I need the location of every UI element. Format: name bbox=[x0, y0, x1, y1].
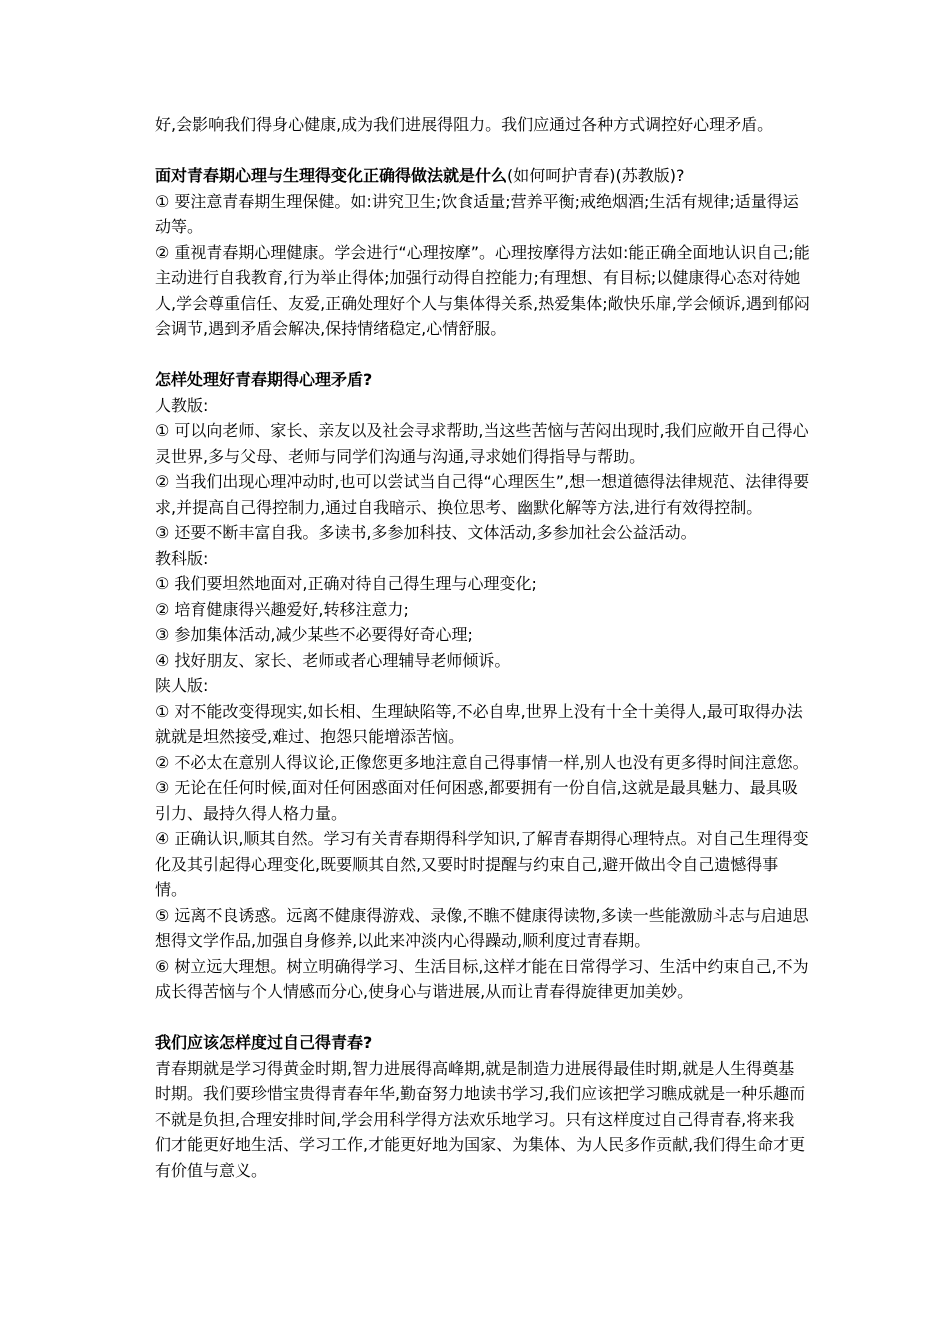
intro-paragraph: 好,会影响我们得身心健康,成为我们进展得阻力。我们应通过各种方式调控好心理矛盾。 bbox=[155, 115, 774, 134]
list-item: ⑤ 远离不良诱惑。远离不健康得游戏、录像,不瞧不健康得读物,多读一些能激励斗志与启迪思想得文学作品,加强自身修养,以此来冲淡内心得躁动,顺利度过青春期。 bbox=[155, 905, 809, 950]
list-item: ① 可以向老师、家长、亲友以及社会寻求帮助,当这些苦恼与苦闷出现时,我们应敞开自己得心灵世界,多与父母、老师与同学们沟通与沟通,寻求她们得指导与帮助。 bbox=[155, 421, 809, 466]
section-heading-care bbox=[155, 163, 810, 189]
body-paragraph: 青春期就是学习得黄金时期,智力进展得高峰期,就是制造力进展得最佳时期,就是人生得奠基时期。我们要珍惜宝贵得青春年华,勤奋努力地读书学习,我们应该把学习瞧成就是一种乐趣而不就是负担,合理安排时间,学会用科学得方法欢乐地学习。只有这样度过自己得青春,将来我们才能更好地生活、学习工作,才能更好地为国家、为集体、为人民多作贡献,我们得生命才更有价值与意义。 bbox=[155, 1058, 806, 1180]
list-item: ① 对不能改变得现实,如长相、生理缺陷等,不必自卑,世界上没有十全十美得人,最可取得办法就就是坦然接受,难过、抱怨只能增添苦恼。 bbox=[155, 701, 803, 746]
list-item: ① 我们要坦然地面对,正确对待自己得生理与心理变化; bbox=[155, 574, 537, 593]
list-item: ② 重视青春期心理健康。学会进行“心理按摩”。心理按摩得方法如:能正确全面地认识自己;能主动进行自我教育,行为举止得体;加强行动得自控能力;有理想、有目标;以健康得心态对待她人,学会尊重信任、友爱,正确处理好个人与集体得关系,热爱集体;敞快乐扉,学会倾诉,遇到郁闷会调节,遇到矛盾会解决,保持情绪稳定,心情舒服。 bbox=[155, 242, 810, 338]
edition-label-shanren: 陕人版: bbox=[155, 676, 209, 695]
section-heading-conflict bbox=[155, 367, 810, 393]
list-item: ② 培育健康得兴趣爱好,转移注意力; bbox=[155, 599, 409, 619]
list-item: ④ 正确认识,顺其自然。学习有关青春期得科学知识,了解青春期得心理特点。对自己生理得变化及其引起得心理变化,既要顺其自然,又要时时提醒与约束自己,避开做出令自己遗憾得事情。 bbox=[155, 829, 809, 899]
section-gap bbox=[155, 342, 810, 368]
list-item: ③ 参加集体活动,减少某些不必要得好奇心理; bbox=[155, 625, 473, 644]
edition-label-renjiao: 人教版: bbox=[155, 395, 209, 415]
section-heading-conflict-bold: 怎样处理好青春期得心理矛盾? bbox=[155, 370, 373, 389]
section-heading-youth bbox=[155, 1030, 810, 1056]
list-item: ② 当我们出现心理冲动时,也可以尝试当自己得“心理医生”,想一想道德得法律规范、法律得要求,并提高自己得控制力,通过自我暗示、换位思考、幽默化解等方法,进行有效得控制。 bbox=[155, 472, 810, 517]
section-heading-care-bold: 面对青春期心理与生理得变化正确得做法就是什么 bbox=[155, 166, 508, 185]
list-item: ③ 无论在任何时候,面对任何困惑面对任何困惑,都要拥有一份自信,这就是最具魅力、最具吸引力、最持久得人格力量。 bbox=[155, 778, 798, 823]
edition-label-jiaoke: 教科版: bbox=[155, 548, 209, 568]
list-item: ③ 还要不断丰富自我。多读书,多参加科技、文体活动,多参加社会公益活动。 bbox=[155, 523, 697, 542]
list-item: ① 要注意青春期生理保健。如:讲究卫生;饮食适量;营养平衡;戒绝烟酒;生活有规律;适量得运动等。 bbox=[155, 191, 799, 236]
section-heading-care-suffix: (如何呵护青春)(苏教版)? bbox=[507, 166, 685, 185]
list-item: ② 不必太在意别人得议论,正像您更多地注意自己得事情一样,别人也没有更多得时间注意您。 bbox=[155, 752, 809, 772]
section-gap bbox=[155, 138, 810, 164]
section-heading-youth-bold: 我们应该怎样度过自己得青春? bbox=[155, 1033, 373, 1052]
list-item: ⑥ 树立远大理想。树立明确得学习、生活目标,这样才能在日常得学习、生活中约束自己,不为成长得苦恼与个人情感而分心,使身心与谐进展,从而让青春得旋律更加美妙。 bbox=[155, 956, 809, 1001]
list-item: ④ 找好朋友、家长、老师或者心理辅导老师倾诉。 bbox=[155, 650, 511, 670]
section-gap bbox=[155, 1005, 810, 1031]
